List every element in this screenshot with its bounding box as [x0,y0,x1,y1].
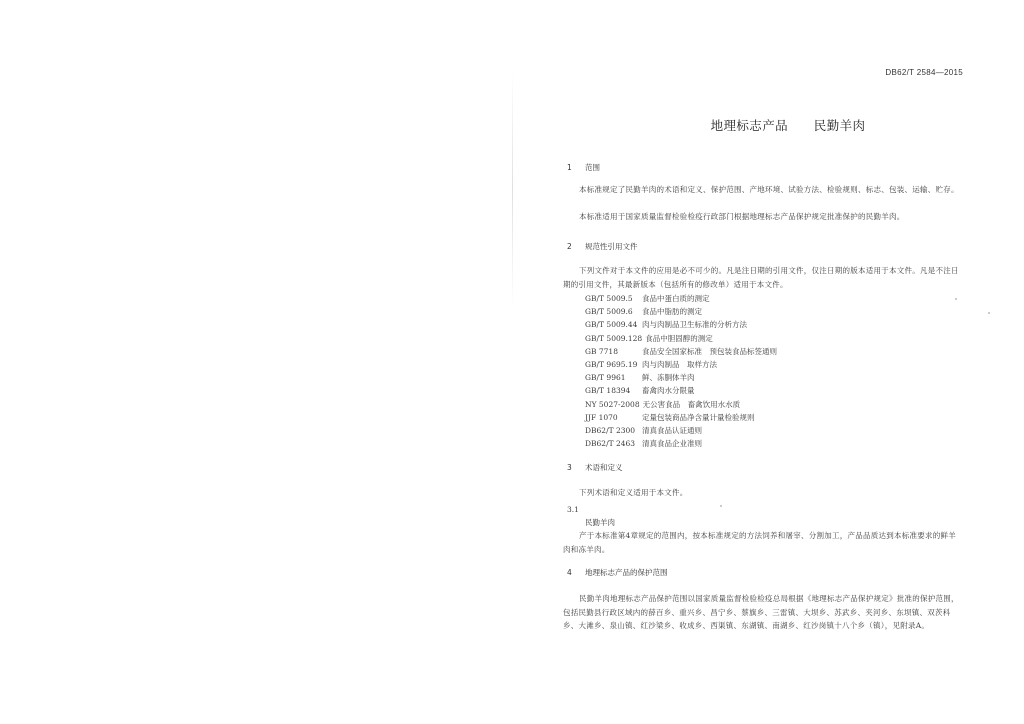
scope-paragraph-1: 本标准规定了民勤羊肉的术语和定义、保护范围、产地环境、试验方法、检验规则、标志、包装、运输、贮存。 [579,185,959,194]
reference-title: 食品安全国家标准 预包装食品标签通则 [642,346,777,356]
reference-item [585,318,777,331]
reference-item [585,345,777,358]
reference-code: NY 5027-2008 [585,399,640,409]
reference-title: 食品中蛋白质的测定 [642,294,710,303]
reference-list [585,292,777,450]
reference-title: 鲜、冻胴体羊肉 [642,373,695,383]
reference-item [585,305,777,318]
reference-title: 食品中脂肪的测定 [642,307,702,317]
section-title: 地理标志产品的保护范围 [585,568,668,577]
section-number: 1 [567,163,572,172]
terms-intro-paragraph: 下列术语和定义适用于本文件。 [579,488,688,497]
document-title: 地理标志产品 民勤羊肉 [710,118,866,133]
section-heading-normative-references [567,241,638,252]
reference-code: GB 7718 [585,346,618,356]
section-heading-scope [567,162,600,173]
reference-title: 肉与肉制品卫生标准的分析方法 [642,320,747,330]
reference-code: GB/T 18394 [585,386,631,396]
reference-code: DB62/T 2300 [585,426,636,436]
reference-code: GB/T 9961 [585,373,626,383]
reference-code: DB62/T 2463 [585,439,636,449]
reference-item [585,411,777,424]
section-heading-terms-definitions [567,462,623,473]
reference-code: GB/T 5009.5 [585,294,633,303]
reference-item [585,437,777,450]
reference-code: GB/T 9695.19 [585,360,638,370]
term-definition: 产于本标准第4章规定的范围内，按本标准规定的方法饲养和屠宰、分割加工，产品品质达到本标准要求的鲜羊肉和冻羊肉。 [563,531,957,554]
reference-item [585,424,777,437]
reference-item [585,398,777,411]
reference-title: 食品中胆固醇的测定 [645,333,713,343]
reference-item [585,292,777,305]
subsection-number: 3.1 [567,505,579,514]
reference-title: 无公害食品 畜禽饮用水水质 [642,399,741,409]
reference-item [585,332,777,345]
section-number: 4 [567,568,572,577]
scan-speck [988,312,990,314]
reference-title: 清真食品企业准则 [642,439,702,449]
reference-code: JJF 1070 [585,412,618,422]
reference-title: 畜禽肉水分限量 [642,386,695,396]
section-number: 3 [567,463,572,472]
reference-title: 定量包装商品净含量计量检验规则 [642,412,755,422]
term-name: 民勤羊肉 [585,518,615,527]
section-title: 范围 [585,163,600,172]
reference-code: GB/T 5009.128 [585,333,643,343]
reference-title: 肉与肉制品 取样方法 [642,360,717,370]
page-fold-shadow [512,70,513,310]
section-number: 2 [567,242,572,251]
references-intro-paragraph: 下列文件对于本文件的应用是必不可少的。凡是注日期的引用文件，仅注日期的版本适用于本文件。凡是不注日期的引用文件，其最新版本（包括所有的修改单）适用于本文件。 [563,266,959,289]
reference-item [585,358,777,371]
reference-code: GB/T 5009.6 [585,307,633,317]
section-title: 术语和定义 [585,463,623,472]
reference-code: GB/T 5009.44 [585,320,638,330]
reference-item [585,384,777,397]
document-code: DB62/T 2584—2015 [885,68,963,77]
section-heading-protection-scope [567,567,668,578]
reference-item [585,371,777,384]
reference-title: 清真食品认证通则 [642,426,702,436]
section-title: 规范性引用文件 [585,242,638,251]
document-page [563,66,963,666]
protection-scope-paragraph: 民勤羊肉地理标志产品保护范围以国家质量监督检验检疫总局根据《地理标志产品保护规定》批准的保护范围，包括民勤县行政区域内的薛百乡、重兴乡、昌宁乡、蔡旗乡、三雷镇、大坝乡、苏武乡、夹河乡、东坝镇、双茨科乡、大滩乡、泉山镇、红沙梁乡、收成乡、西渠镇、东湖镇、南湖乡、红沙岗镇十八个乡（镇），见附录A。 [563,594,959,630]
scope-paragraph-2: 本标准适用于国家质量监督检验检疫行政部门根据地理标志产品保护规定批准保护的民勤羊肉。 [579,212,905,221]
